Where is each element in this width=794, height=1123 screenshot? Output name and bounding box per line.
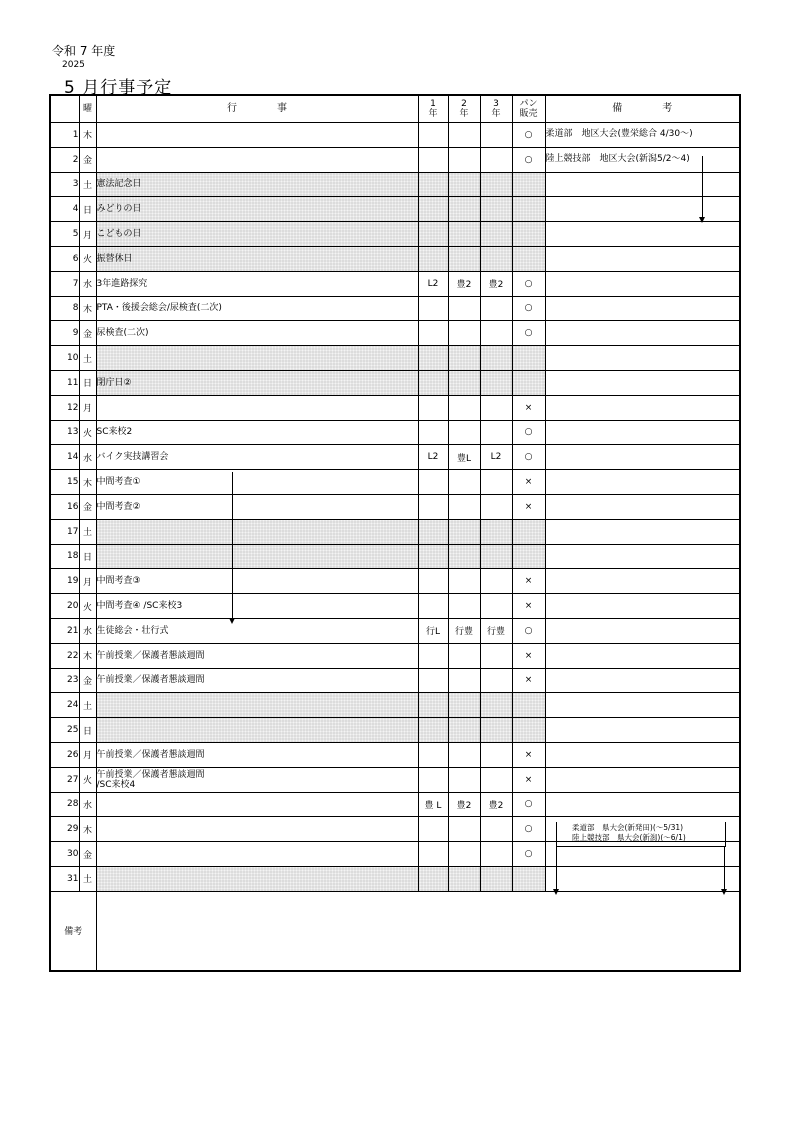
year-label: 2025 (62, 60, 85, 70)
event-cell: 午前授業／保護者懇談週間 (96, 643, 418, 668)
day-cell: 17 (50, 519, 79, 544)
event-cell: 振替休日 (96, 246, 418, 271)
day-cell: 5 (50, 222, 79, 247)
grade2-cell (448, 123, 480, 148)
table-row (50, 668, 740, 693)
day-cell: 9 (50, 321, 79, 346)
note-cell (545, 246, 740, 271)
grade1-cell: L2 (418, 271, 448, 296)
weekday-cell: 月 (79, 222, 96, 247)
event-cell: 中間考査② (96, 494, 418, 519)
table-row (50, 271, 740, 296)
grade3-cell (480, 643, 512, 668)
grade1-cell: 豊 L (418, 792, 448, 817)
bread-cell: × (512, 767, 545, 792)
grade3-cell (480, 693, 512, 718)
grade1-cell: 行L (418, 618, 448, 643)
event-cell (96, 123, 418, 148)
bread-cell (512, 222, 545, 247)
note-cell (545, 767, 740, 792)
grade1-cell (418, 842, 448, 867)
grade3-cell (480, 594, 512, 619)
grade1-cell (418, 693, 448, 718)
grade3-cell (480, 246, 512, 271)
day-cell: 19 (50, 569, 79, 594)
grade3-cell (480, 197, 512, 222)
grade3-cell (480, 569, 512, 594)
day-cell: 6 (50, 246, 79, 271)
day-cell: 30 (50, 842, 79, 867)
event-cell (96, 147, 418, 172)
note-cell (545, 519, 740, 544)
arrow-judo-29 (556, 846, 557, 890)
grade1-cell (418, 147, 448, 172)
grade1-cell (418, 718, 448, 743)
table-row (50, 594, 740, 619)
header-weekday: 曜 (79, 95, 96, 123)
event-cell: 中間考査③ (96, 569, 418, 594)
event-cell: みどりの日 (96, 197, 418, 222)
grade1-cell (418, 494, 448, 519)
event-cell (96, 842, 418, 867)
event-cell (96, 718, 418, 743)
table-row (50, 693, 740, 718)
table-row (50, 147, 740, 172)
bread-cell: ○ (512, 147, 545, 172)
note-cell (545, 866, 740, 891)
grade2-cell (448, 172, 480, 197)
grade2-cell (448, 246, 480, 271)
table-row (50, 445, 740, 470)
note-cell (545, 271, 740, 296)
bread-cell (512, 172, 545, 197)
note-cell (545, 494, 740, 519)
event-cell: PTA・後援会総会/尿検査(二次) (96, 296, 418, 321)
header-grade1: 1 年 (418, 95, 448, 123)
day-cell: 3 (50, 172, 79, 197)
day-cell: 13 (50, 420, 79, 445)
grade2-cell (448, 668, 480, 693)
grade2-cell: 豊2 (448, 271, 480, 296)
bread-cell: × (512, 742, 545, 767)
grade3-cell (480, 544, 512, 569)
weekday-cell: 土 (79, 172, 96, 197)
grade1-cell (418, 594, 448, 619)
weekday-cell: 金 (79, 494, 96, 519)
header-notes: 備考 (545, 95, 740, 123)
table-row (50, 420, 740, 445)
grade2-cell (448, 767, 480, 792)
bread-cell: × (512, 594, 545, 619)
footer-notes-row (50, 891, 740, 971)
grade3-cell: 行豊 (480, 618, 512, 643)
note-cell (545, 197, 740, 222)
grade1-cell (418, 395, 448, 420)
event-cell: 午前授業／保護者懇談週間 /SC来校4 (96, 767, 418, 792)
grade2-cell (448, 346, 480, 371)
table-row (50, 494, 740, 519)
note-cell (545, 370, 740, 395)
day-cell: 28 (50, 792, 79, 817)
table-row (50, 718, 740, 743)
table-row (50, 321, 740, 346)
day-cell: 20 (50, 594, 79, 619)
weekday-cell: 月 (79, 395, 96, 420)
grade2-cell (448, 420, 480, 445)
table-row (50, 246, 740, 271)
bread-cell (512, 346, 545, 371)
note-cell (545, 346, 740, 371)
grade3-cell (480, 866, 512, 891)
weekday-cell: 火 (79, 767, 96, 792)
event-cell: 閉庁日② (96, 370, 418, 395)
bread-cell: ○ (512, 123, 545, 148)
weekday-cell: 金 (79, 147, 96, 172)
grade1-cell (418, 767, 448, 792)
day-cell: 25 (50, 718, 79, 743)
grade1-cell (418, 519, 448, 544)
grade2-cell (448, 643, 480, 668)
grade2-cell (448, 866, 480, 891)
table-row (50, 792, 740, 817)
note-cell (545, 569, 740, 594)
note-cell (545, 742, 740, 767)
weekday-cell: 土 (79, 519, 96, 544)
arrow-track-29 (724, 846, 725, 890)
bread-cell (512, 519, 545, 544)
grade2-cell (448, 470, 480, 495)
grade3-cell (480, 172, 512, 197)
event-cell (96, 693, 418, 718)
header-row (50, 95, 740, 123)
event-cell: こどもの日 (96, 222, 418, 247)
grade2-cell (448, 594, 480, 619)
grade3-cell (480, 346, 512, 371)
weekday-cell: 日 (79, 718, 96, 743)
event-cell (96, 866, 418, 891)
grade1-cell (418, 296, 448, 321)
note-cell (545, 792, 740, 817)
note-cell (545, 693, 740, 718)
day-cell: 15 (50, 470, 79, 495)
bread-cell: × (512, 395, 545, 420)
bread-cell: ○ (512, 271, 545, 296)
bread-cell: × (512, 668, 545, 693)
weekday-cell: 木 (79, 296, 96, 321)
day-cell: 4 (50, 197, 79, 222)
bread-cell: ○ (512, 445, 545, 470)
day-cell: 7 (50, 271, 79, 296)
weekday-cell: 土 (79, 693, 96, 718)
bread-cell (512, 718, 545, 743)
table-row (50, 544, 740, 569)
weekday-cell: 金 (79, 842, 96, 867)
grade2-cell (448, 718, 480, 743)
table-row (50, 370, 740, 395)
grade2-cell (448, 147, 480, 172)
weekday-cell: 木 (79, 470, 96, 495)
bread-cell (512, 544, 545, 569)
weekday-cell: 日 (79, 197, 96, 222)
weekday-cell: 土 (79, 866, 96, 891)
event-cell (96, 519, 418, 544)
grade3-cell (480, 767, 512, 792)
grade2-cell: 豊L (448, 445, 480, 470)
grade2-cell (448, 544, 480, 569)
grade3-cell (480, 420, 512, 445)
grade1-cell (418, 222, 448, 247)
event-cell (96, 544, 418, 569)
page-title: 5 月行事予定 (64, 78, 173, 98)
grade1-cell (418, 544, 448, 569)
day-cell: 18 (50, 544, 79, 569)
note-cell (545, 172, 740, 197)
note-cell: 柔道部 地区大会(豊栄総合 4/30～) (545, 123, 740, 148)
bread-cell: ○ (512, 321, 545, 346)
grade2-cell (448, 742, 480, 767)
grade1-cell (418, 668, 448, 693)
day-cell: 14 (50, 445, 79, 470)
event-cell (96, 792, 418, 817)
weekday-cell: 火 (79, 594, 96, 619)
note-cell (545, 420, 740, 445)
grade1-cell (418, 172, 448, 197)
day-cell: 29 (50, 817, 79, 842)
footer-notes-area (96, 891, 740, 971)
grade3-cell (480, 519, 512, 544)
weekday-cell: 火 (79, 246, 96, 271)
note-cell (545, 395, 740, 420)
grade1-cell (418, 197, 448, 222)
day-cell: 31 (50, 866, 79, 891)
weekday-cell: 水 (79, 792, 96, 817)
bread-cell (512, 370, 545, 395)
grade1-cell (418, 569, 448, 594)
event-cell (96, 395, 418, 420)
weekday-cell: 金 (79, 321, 96, 346)
grade2-cell (448, 569, 480, 594)
event-cell: バイク実技講習会 (96, 445, 418, 470)
note-cell (545, 718, 740, 743)
table-row (50, 767, 740, 792)
weekday-cell: 金 (79, 668, 96, 693)
grade1-cell (418, 643, 448, 668)
day-cell: 10 (50, 346, 79, 371)
event-cell: 午前授業／保護者懇談週間 (96, 742, 418, 767)
grade2-cell (448, 693, 480, 718)
table-row (50, 742, 740, 767)
table-row (50, 222, 740, 247)
grade2-cell (448, 842, 480, 867)
note-cell (545, 222, 740, 247)
grade2-cell (448, 222, 480, 247)
day-cell: 2 (50, 147, 79, 172)
grade3-cell (480, 321, 512, 346)
grade1-cell (418, 470, 448, 495)
grade3-cell (480, 742, 512, 767)
weekday-cell: 木 (79, 817, 96, 842)
day-cell: 26 (50, 742, 79, 767)
header-day (50, 95, 79, 123)
table-row (50, 197, 740, 222)
grade1-cell (418, 123, 448, 148)
weekday-cell: 水 (79, 618, 96, 643)
era-label: 令和 7 年度 (52, 44, 116, 58)
bread-cell: ○ (512, 420, 545, 445)
bread-cell: ○ (512, 296, 545, 321)
grade3-cell: 豊2 (480, 792, 512, 817)
grade3-cell (480, 470, 512, 495)
event-cell: 3年進路探究 (96, 271, 418, 296)
day-cell: 12 (50, 395, 79, 420)
day-cell: 22 (50, 643, 79, 668)
table-row (50, 519, 740, 544)
grade2-cell (448, 197, 480, 222)
bread-cell (512, 693, 545, 718)
weekday-cell: 土 (79, 346, 96, 371)
day-cell: 1 (50, 123, 79, 148)
footer-notes-label: 備考 (50, 891, 96, 971)
weekday-cell: 月 (79, 569, 96, 594)
bread-cell: ○ (512, 842, 545, 867)
weekday-cell: 日 (79, 370, 96, 395)
event-cell: 尿検査(二次) (96, 321, 418, 346)
event-cell: 午前授業／保護者懇談週間 (96, 668, 418, 693)
table-row (50, 395, 740, 420)
header-grade2: 2 年 (448, 95, 480, 123)
grade2-cell (448, 494, 480, 519)
grade3-cell (480, 842, 512, 867)
grade3-cell: 豊2 (480, 271, 512, 296)
weekday-cell: 木 (79, 643, 96, 668)
note-cell: 陸上競技部 地区大会(新潟5/2～4) (545, 147, 740, 172)
note-cell (545, 618, 740, 643)
header-bread: パン 販売 (512, 95, 545, 123)
grade2-cell (448, 395, 480, 420)
grade3-cell (480, 123, 512, 148)
grade2-cell: 行豊 (448, 618, 480, 643)
grade2-cell (448, 519, 480, 544)
grade2-cell (448, 321, 480, 346)
event-cell: SC来校2 (96, 420, 418, 445)
grade3-cell (480, 222, 512, 247)
grade3-cell (480, 296, 512, 321)
grade3-cell (480, 147, 512, 172)
grade1-cell (418, 866, 448, 891)
header-grade3: 3 年 (480, 95, 512, 123)
table-row (50, 569, 740, 594)
grade3-cell (480, 395, 512, 420)
day-cell: 24 (50, 693, 79, 718)
grade1-cell (418, 370, 448, 395)
weekday-cell: 月 (79, 742, 96, 767)
weekday-cell: 水 (79, 445, 96, 470)
day-cell: 8 (50, 296, 79, 321)
day-cell: 21 (50, 618, 79, 643)
note-cell (545, 643, 740, 668)
grade1-cell (418, 420, 448, 445)
note-cell (545, 594, 740, 619)
grade1-cell (418, 321, 448, 346)
bread-cell: ○ (512, 817, 545, 842)
table-row (50, 643, 740, 668)
bread-cell: × (512, 569, 545, 594)
arrow-midterm (232, 472, 233, 619)
table-row (50, 123, 740, 148)
note-cell (545, 544, 740, 569)
grade1-cell (418, 742, 448, 767)
weekday-cell: 水 (79, 271, 96, 296)
bread-cell (512, 197, 545, 222)
table-row (50, 296, 740, 321)
grade3-cell (480, 718, 512, 743)
table-row (50, 618, 740, 643)
event-cell: 中間考査④ /SC来校3 (96, 594, 418, 619)
note-day-29: 柔道部 県大会(新発田)(～5/31) 陸上競技部 県大会(新潟)(～6/1) (572, 823, 686, 842)
event-cell (96, 817, 418, 842)
day-cell: 27 (50, 767, 79, 792)
grade3-cell (480, 370, 512, 395)
weekday-cell: 火 (79, 420, 96, 445)
bread-cell (512, 866, 545, 891)
grade3-cell (480, 668, 512, 693)
bread-cell: ○ (512, 618, 545, 643)
day-cell: 16 (50, 494, 79, 519)
grade2-cell (448, 817, 480, 842)
event-cell: 憲法記念日 (96, 172, 418, 197)
event-cell: 生徒総会・壮行式 (96, 618, 418, 643)
note-cell (545, 445, 740, 470)
note-cell (545, 470, 740, 495)
bread-cell: ○ (512, 792, 545, 817)
grade1-cell (418, 346, 448, 371)
table-row (50, 172, 740, 197)
event-cell: 中間考査① (96, 470, 418, 495)
grade3-cell (480, 494, 512, 519)
bread-cell (512, 246, 545, 271)
grade1-cell (418, 246, 448, 271)
note-cell (545, 321, 740, 346)
grade2-cell (448, 370, 480, 395)
weekday-cell: 木 (79, 123, 96, 148)
grade1-cell: L2 (418, 445, 448, 470)
day-cell: 23 (50, 668, 79, 693)
bread-cell: × (512, 643, 545, 668)
table-row (50, 470, 740, 495)
grade2-cell (448, 296, 480, 321)
grade1-cell (418, 817, 448, 842)
grade3-cell (480, 817, 512, 842)
arrow-sports-2 (702, 156, 703, 218)
bread-cell: × (512, 494, 545, 519)
day-cell: 11 (50, 370, 79, 395)
header-event: 行事 (96, 95, 418, 123)
note-cell (545, 296, 740, 321)
note-cell (545, 668, 740, 693)
bread-cell: × (512, 470, 545, 495)
event-cell (96, 346, 418, 371)
table-row (50, 866, 740, 891)
weekday-cell: 日 (79, 544, 96, 569)
table-row (50, 346, 740, 371)
grade2-cell: 豊2 (448, 792, 480, 817)
grade3-cell: L2 (480, 445, 512, 470)
